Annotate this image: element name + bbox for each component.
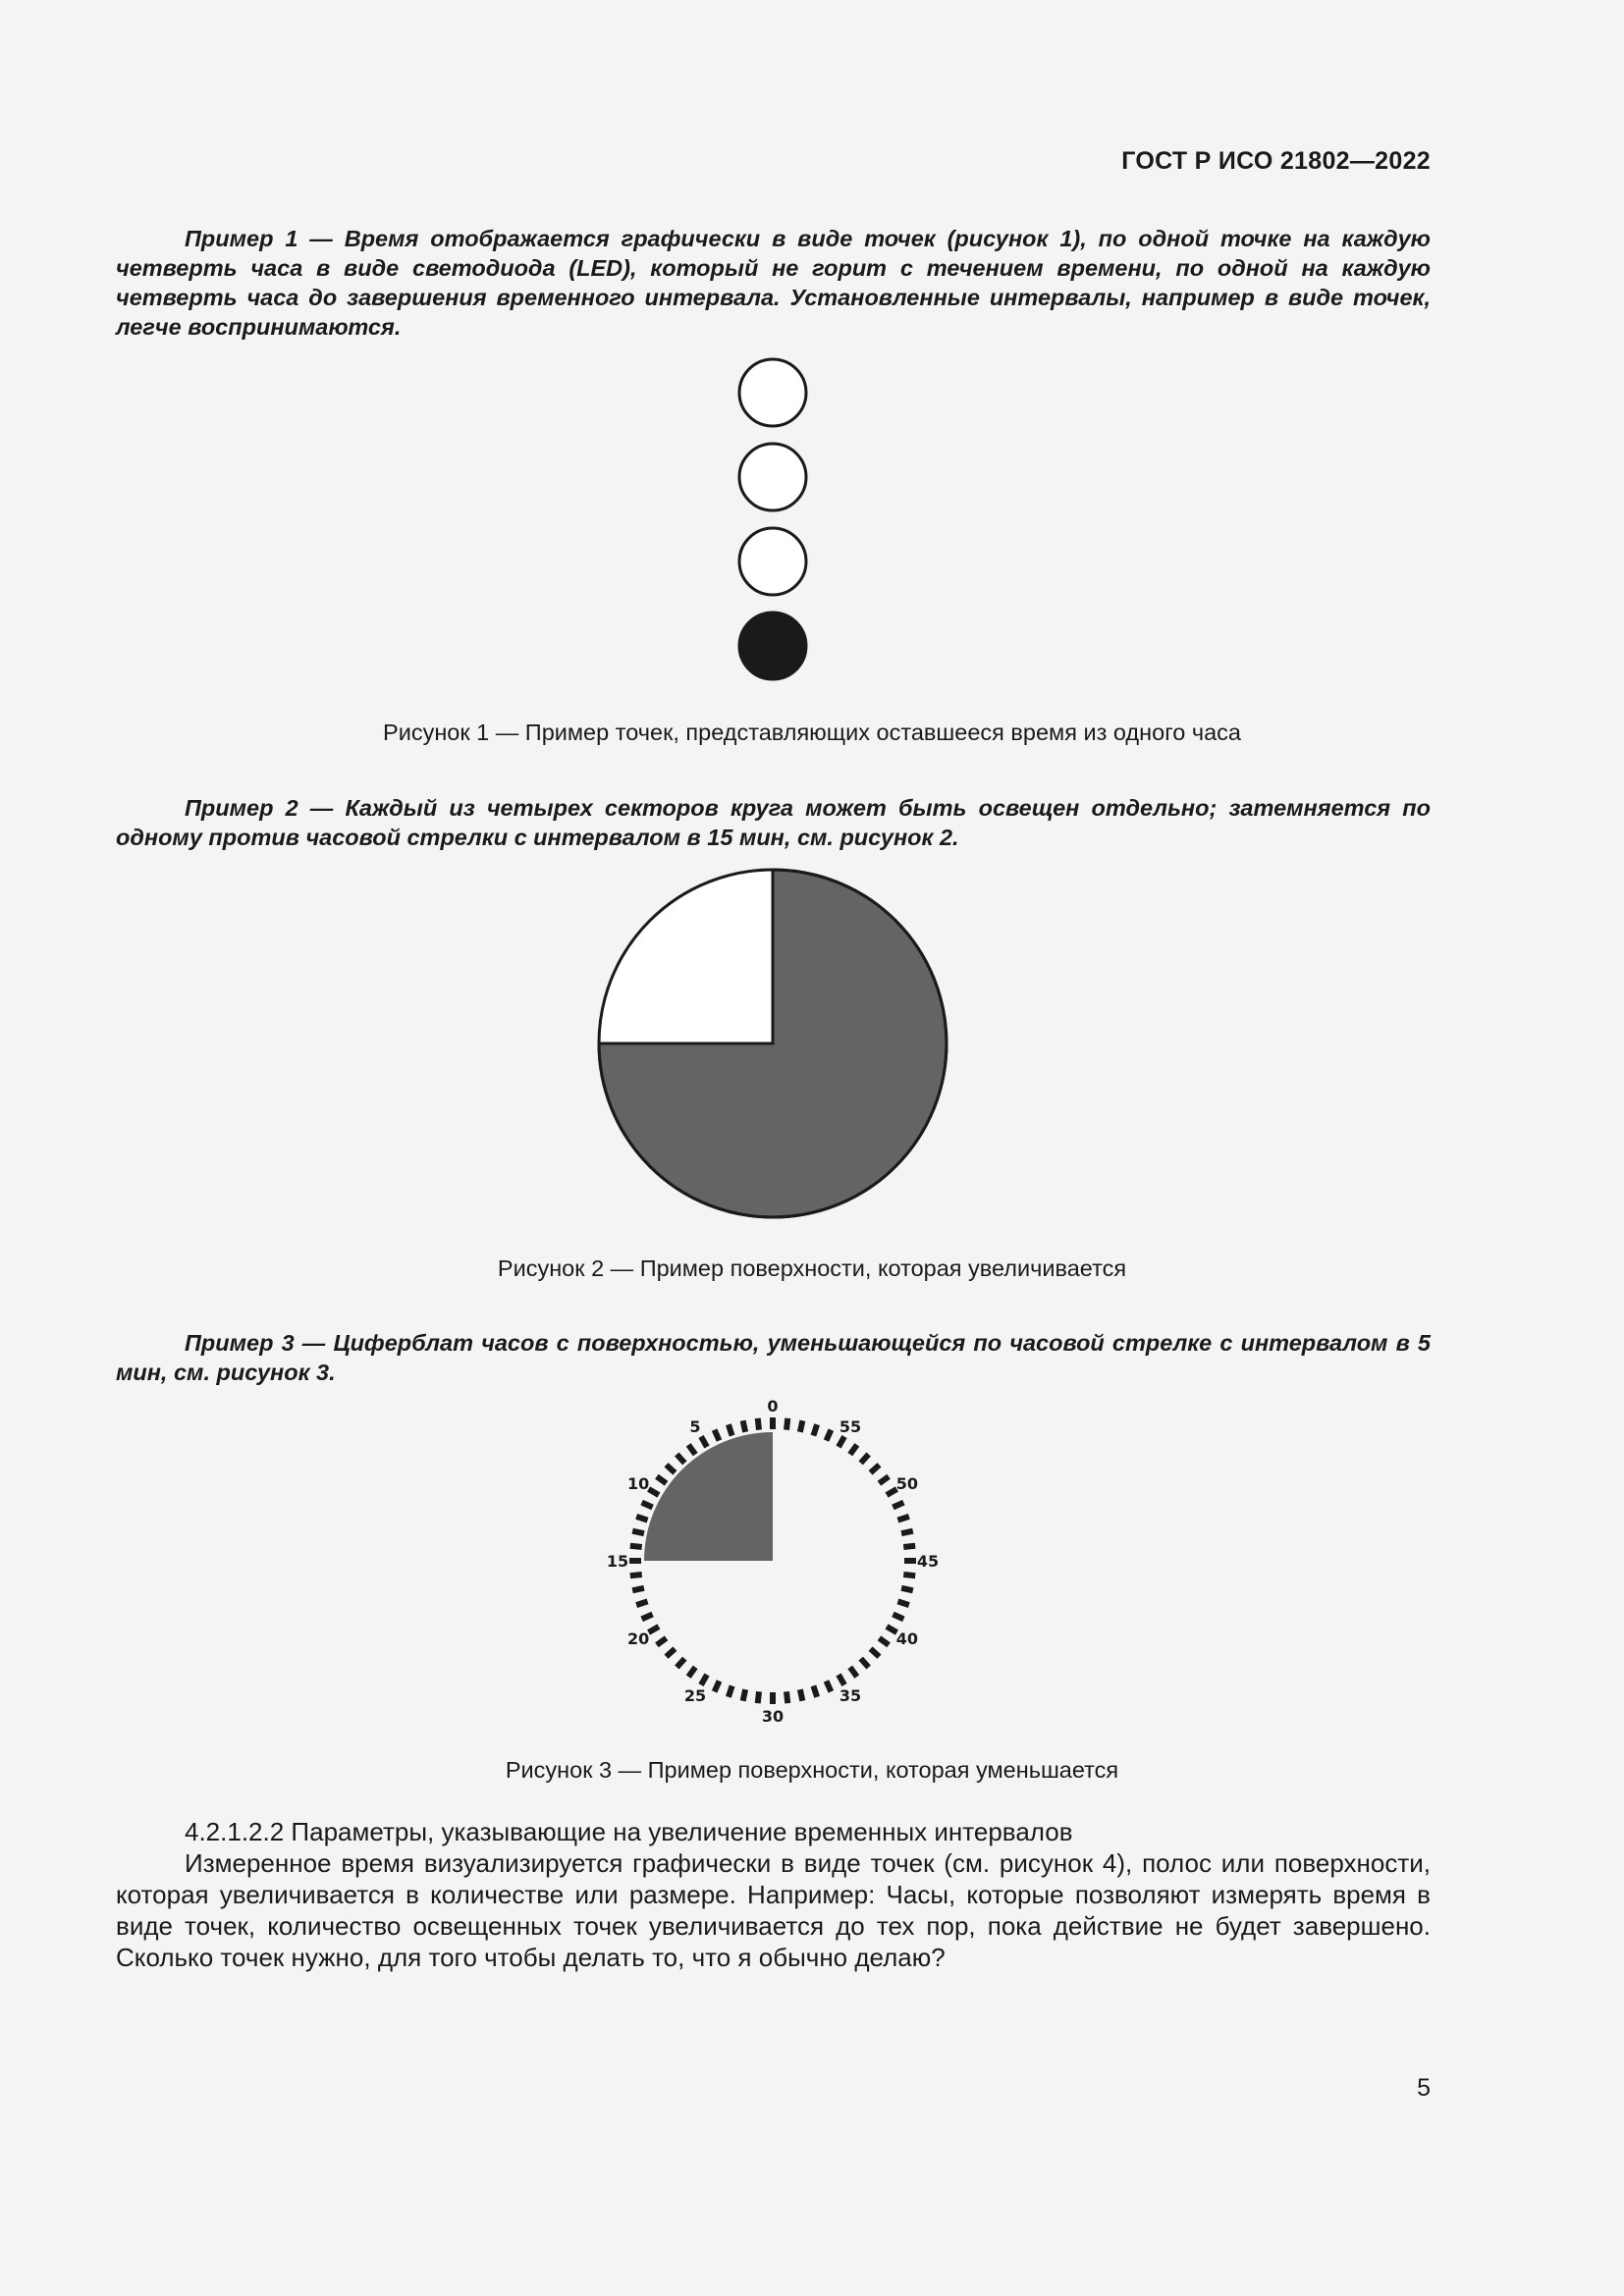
dot-empty	[739, 444, 806, 510]
dial-tick	[636, 1517, 647, 1521]
dial-tick	[871, 1649, 880, 1657]
dial-tick	[903, 1546, 915, 1547]
example-2-text: Пример 2 — Каждый из четырех секторов круга может быть освещен отдельно; затемняется по одному против часовой стрелки с интервалом в 15 мин, см. рисунок 2.	[116, 795, 1431, 850]
figure-3-caption: Рисунок 3 — Пример поверхности, которая уменьшается	[505, 1757, 1119, 1783]
dial-tick	[630, 1546, 642, 1547]
dial-label: 25	[683, 1685, 707, 1705]
dial-tick	[871, 1465, 880, 1472]
dial-label: 50	[895, 1474, 918, 1493]
dial-tick	[729, 1424, 732, 1435]
figure-2-caption: Рисунок 2 — Пример поверхности, которая увеличивается	[497, 1255, 1127, 1281]
dial-tick	[897, 1601, 908, 1605]
dial-tick	[901, 1588, 913, 1590]
dial-label: 0	[767, 1397, 779, 1415]
dial-tick	[677, 1455, 684, 1464]
dial-tick	[688, 1667, 695, 1677]
dial-label: 10	[627, 1474, 650, 1493]
dial-tick	[701, 1675, 707, 1684]
dot-empty	[739, 528, 806, 595]
dial-tick	[839, 1437, 844, 1447]
dial-tick	[758, 1691, 759, 1703]
dial-tick	[879, 1638, 889, 1645]
dial-tick	[632, 1531, 644, 1533]
dial-tick	[758, 1418, 759, 1430]
figure-3-dial	[586, 1394, 959, 1728]
dial-label: 20	[627, 1629, 650, 1648]
dial-tick	[893, 1615, 903, 1620]
figure-2-pie	[586, 857, 959, 1230]
dial-tick	[677, 1659, 684, 1668]
dial-label: 15	[606, 1552, 629, 1571]
figure-1-dots	[727, 348, 825, 692]
dial-tick	[827, 1430, 832, 1441]
dial-tick	[850, 1667, 857, 1677]
dot-empty	[739, 359, 806, 426]
dial-label: 40	[895, 1629, 918, 1648]
example-3-text: Пример 3 — Циферблат часов с поверхностью, уменьшающейся по часовой стрелке с интервалом в 5 мин, см. рисунок 3.	[116, 1330, 1431, 1385]
dial-tick	[861, 1659, 869, 1668]
dial-tick	[786, 1691, 787, 1703]
dial-tick	[642, 1615, 653, 1620]
dial-tick	[786, 1418, 787, 1430]
dial-filled-sector	[644, 1432, 773, 1561]
dial-label: 35	[839, 1685, 862, 1705]
dial-tick	[850, 1445, 857, 1455]
dial-tick	[636, 1601, 647, 1605]
dial-tick	[839, 1675, 844, 1684]
dial-tick	[715, 1681, 720, 1691]
dial-tick	[701, 1437, 707, 1447]
dial-tick	[715, 1430, 720, 1441]
dial-tick	[632, 1588, 644, 1590]
dial-tick	[861, 1455, 869, 1464]
dial-tick	[649, 1627, 659, 1632]
document-header: ГОСТ Р ИСО 21802—2022	[1121, 147, 1431, 175]
dial-tick	[743, 1689, 745, 1701]
dial-tick	[800, 1689, 802, 1701]
dial-label: 5	[689, 1417, 701, 1437]
dial-tick	[743, 1420, 745, 1432]
dial-tick	[893, 1503, 903, 1508]
dial-label: 45	[916, 1552, 940, 1571]
dial-tick	[667, 1649, 676, 1657]
figure-1-caption: Рисунок 1 — Пример точек, представляющих оставшееся время из одного часа	[383, 720, 1241, 745]
dial-tick	[657, 1476, 667, 1483]
example-1-text: Пример 1 — Время отображается графически в виде точек (рисунок 1), по одной точке на каждую четверть часа в виде светодиода (LED), который не горит с течением времени, по одной на каждую четверть часа до завершения временного интервала. Установленные интервалы, например в виде точек, легче воспринимаются.	[116, 226, 1431, 340]
dial-tick	[879, 1476, 889, 1483]
dial-label: 30	[761, 1707, 785, 1726]
dial-tick	[897, 1517, 908, 1521]
section-heading: 4.2.1.2.2 Параметры, указывающие на увеличение временных интервалов	[185, 1817, 1073, 1846]
dial-label: 55	[839, 1417, 862, 1437]
page-number: 5	[1417, 2074, 1431, 2102]
dial-tick	[901, 1531, 913, 1533]
dial-tick	[800, 1420, 802, 1432]
dial-tick	[657, 1638, 667, 1645]
dial-tick	[813, 1685, 817, 1696]
section-paragraph: Измеренное время визуализируется графически в виде точек (см. рисунок 4), полос или поверхности, которая увеличивается в количестве или размере. Например: Часы, которые позволяют измерять время в виде точек, количество освещенных точек увеличивается до тех пор, пока действие не будет завершено. Сколько точек нужно, для того чтобы делать то, что я обычно делаю?	[116, 1848, 1431, 1972]
dial-tick	[813, 1424, 817, 1435]
dial-tick	[827, 1681, 832, 1691]
dot-filled	[739, 613, 806, 679]
dial-tick	[667, 1465, 676, 1472]
dial-tick	[688, 1445, 695, 1455]
dial-tick	[649, 1489, 659, 1495]
dial-tick	[642, 1503, 653, 1508]
dial-tick	[729, 1685, 732, 1696]
